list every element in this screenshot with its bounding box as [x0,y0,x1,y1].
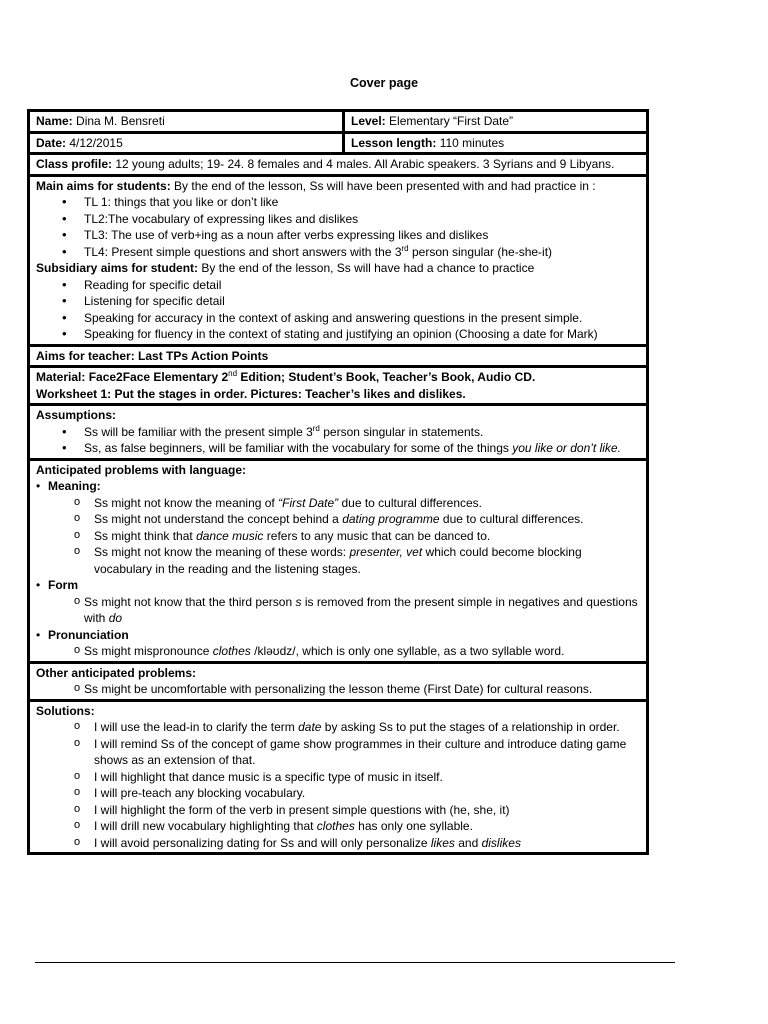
assumption-item: • Ss, as false beginners, will be familiar with the vocabulary for some of the things you like or don’t like. [36,440,640,457]
class-profile-row: Class profile: 12 young adults; 19- 24. 8 females and 4 males. All Arabic speakers. 3 Syrians and 9 Libyans. [30,152,646,174]
pronunciation-problem-item: o Ss might mispronounce clothes /kləʊdz/, which is only one syllable, as a two syllable word. [36,643,640,660]
solution-item: o I will highlight that dance music is a specific type of music in itself. [36,769,640,786]
subsidiary-aim-item: • Listening for specific detail [36,293,640,310]
meaning-problem-item: o Ss might think that dance music refers to any music that can be danced to. [36,528,640,545]
aim-item: • TL 1: things that you like or don’t like [36,194,640,211]
name-level-row [30,112,646,131]
meaning-problem-item: o Ss might not know the meaning of these words: presenter, vet which could become blocking vocabulary in the reading and the listening stages. [36,544,640,577]
meaning-problem-item: o Ss might not know the meaning of “First Date” due to cultural differences. [36,495,640,512]
assumption-item: • Ss will be familiar with the present simple 3rd person singular in statements. [36,424,640,441]
subsidiary-aim-item: • Speaking for accuracy in the context of asking and answering questions in the present simple. [36,310,640,327]
meaning-problem-item: o Ss might not understand the concept behind a dating programme due to cultural differences. [36,511,640,528]
date-length-row [30,131,646,153]
level-cell: Level: Elementary “First Date” [351,114,514,128]
subsidiary-aim-item: • Reading for specific detail [36,277,640,294]
aim-item: • TL3: The use of verb+ing as a noun after verbs expressing likes and dislikes [36,227,640,244]
solution-item: o I will remind Ss of the concept of game show programmes in their culture and introduce dating game shows as an extension of that. [36,736,640,769]
assumptions-row: Assumptions: • Ss will be familiar with the present simple 3rd person singular in statements. • Ss, as false beginners, will be familiar with the vocabulary for some of the things you like or don’t like. [30,403,646,458]
lesson-plan-table [27,109,649,855]
footer-divider [35,962,675,963]
aim-item: • TL4: Present simple questions and short answers with the 3rd person singular (he-she-it) [36,244,640,261]
solution-item: o I will highlight the form of the verb in present simple questions with (he, she, it) [36,802,640,819]
other-problem-item: o Ss might be uncomfortable with personalizing the lesson theme (First Date) for cultural reasons. [36,681,640,698]
other-problems-row: Other anticipated problems: o Ss might be uncomfortable with personalizing the lesson theme (First Date) for cultural reasons. [30,661,646,699]
language-problems-row: Anticipated problems with language: • Meaning: o Ss might not know the meaning of “First Date” due to cultural differences. o Ss might not understand the concept behind a dating programme due to cultural differences. o Ss might think that dance music refers to any music that can be danced to. o Ss might not know the meaning of these words: presenter, vet which could become blocking vocabulary in the reading and the listening stages. • Form o Ss might not know that the third person s is removed from the present simple in negatives and questions with do • Pronunciation o Ss might mispronounce clothes /kləʊdz/, which is only one syllable, as a two syllable word. [30,458,646,661]
lesson-length-cell: Lesson length: 110 minutes [351,135,505,150]
solution-item: o I will use the lead-in to clarify the term date by asking Ss to put the stages of a relationship in order. [36,719,640,736]
name-cell: Name: Dina M. Bensreti [30,112,345,131]
date-cell: Date: 4/12/2015 [30,134,345,153]
solution-item: o I will pre-teach any blocking vocabulary. [36,785,640,802]
form-problem-item: o Ss might not know that the third person s is removed from the present simple in negatives and questions with do [36,594,640,627]
solutions-row: Solutions: o I will use the lead-in to clarify the term date by asking Ss to put the stages of a relationship in order. o I will remind Ss of the concept of game show programmes in their culture and introduce dating game shows as an extension of that. o I will highlight that dance music is a specific type of music in itself. o I will pre-teach any blocking vocabulary. o I will highlight the form of the verb in present simple questions with (he, she, it) o I will drill new vocabulary highlighting that clothes has only one syllable. o I will avoid personalizing dating for Ss and will only personalize likes and dislikes [30,699,646,853]
teacher-aims-row: Aims for teacher: Last TPs Action Points [30,344,646,366]
aims-row: Main aims for students: By the end of the lesson, Ss will have been presented with and had practice in : • TL 1: things that you like or don’t like • TL2:The vocabulary of expressing likes and dislikes • TL3: The use of verb+ing as a noun after verbs expressing likes and dislikes • TL4: Present simple questions and short answers with the 3rd person singular (he-she-it) Subsidiary aims for student: By the end of the lesson, Ss will have had a chance to practice • Reading for specific detail • Listening for specific detail • Speaking for accuracy in the context of asking and answering questions in the present simple. • Speaking for fluency in the context of stating and justifying an opinion (Choosing a date for Mark) [30,174,646,344]
subsidiary-aim-item: • Speaking for fluency in the context of stating and justifying an opinion (Choosing a date for Mark) [36,326,640,343]
page-title: Cover page [349,76,419,90]
aim-item: • TL2:The vocabulary of expressing likes and dislikes [36,211,640,228]
solution-item: o I will avoid personalizing dating for Ss and will only personalize likes and dislikes [36,835,640,852]
material-row: Material: Face2Face Elementary 2nd Edition; Student’s Book, Teacher’s Book, Audio CD. Worksheet 1: Put the stages in order. Pictures: Teacher’s likes and dislikes. [30,365,646,403]
solution-item: o I will drill new vocabulary highlighting that clothes has only one syllable. [36,818,640,835]
